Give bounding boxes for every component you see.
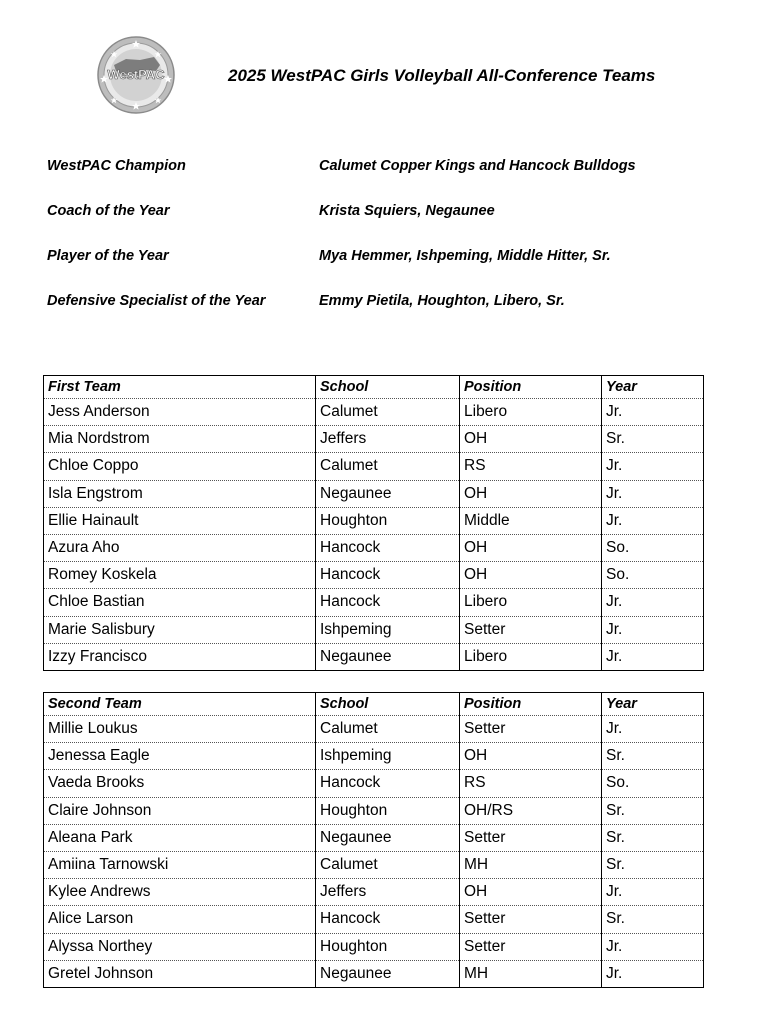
table-header-row bbox=[44, 693, 704, 716]
column-header: Year bbox=[602, 693, 704, 716]
table-row bbox=[44, 589, 704, 616]
player-name: Gretel Johnson bbox=[48, 964, 154, 982]
player-school: Houghton bbox=[316, 507, 460, 534]
table-row bbox=[44, 824, 704, 851]
player-school: Calumet bbox=[316, 399, 460, 426]
table-row bbox=[44, 616, 704, 643]
award-champion bbox=[47, 158, 727, 178]
player-position: Middle bbox=[460, 507, 602, 534]
player-year: Jr. bbox=[602, 453, 704, 480]
page-title: 2025 WestPAC Girls Volleyball All-Conference Teams bbox=[228, 66, 656, 85]
table-row bbox=[44, 933, 704, 960]
player-position: Libero bbox=[460, 643, 602, 670]
player-position: Setter bbox=[460, 933, 602, 960]
player-position: MH bbox=[460, 960, 602, 987]
player-name: Millie Loukus bbox=[44, 716, 316, 743]
player-name: Chloe Coppo bbox=[44, 453, 316, 480]
player-name: Amiina Tarnowski bbox=[44, 851, 316, 878]
column-header: Year bbox=[602, 376, 704, 399]
player-school: Hancock bbox=[316, 562, 460, 589]
player-school: Calumet bbox=[316, 453, 460, 480]
player-position: Setter bbox=[460, 616, 602, 643]
player-school: Jeffers bbox=[316, 426, 460, 453]
table-row bbox=[44, 770, 704, 797]
player-position: OH bbox=[460, 562, 602, 589]
award-value: Calumet Copper Kings and Hancock Bulldogs bbox=[319, 158, 636, 174]
player-school: Calumet bbox=[316, 716, 460, 743]
table-row bbox=[44, 643, 704, 670]
player-year: So. bbox=[602, 534, 704, 561]
table-row bbox=[44, 906, 704, 933]
first-team-table bbox=[43, 375, 704, 671]
player-name: Vaeda Brooks bbox=[44, 770, 316, 797]
player-year: Sr. bbox=[602, 851, 704, 878]
table-header-row bbox=[44, 376, 704, 399]
player-year: So. bbox=[602, 562, 704, 589]
table-row bbox=[44, 797, 704, 824]
player-name: Mia Nordstrom bbox=[44, 426, 316, 453]
table-row bbox=[44, 851, 704, 878]
player-name: Aleana Park bbox=[44, 824, 316, 851]
award-player bbox=[47, 248, 727, 268]
player-school: Hancock bbox=[316, 589, 460, 616]
column-header: Position bbox=[460, 376, 602, 399]
player-school: Negaunee bbox=[316, 960, 460, 987]
player-school: Hancock bbox=[316, 770, 460, 797]
player-name: Jenessa Eagle bbox=[44, 743, 316, 770]
player-school: Hancock bbox=[316, 906, 460, 933]
column-header: Second Team bbox=[44, 693, 316, 716]
table-row bbox=[44, 960, 704, 987]
player-name: Ellie Hainault bbox=[44, 507, 316, 534]
player-position: OH bbox=[460, 534, 602, 561]
player-name: Romey Koskela bbox=[44, 562, 316, 589]
column-header: First Team bbox=[44, 376, 316, 399]
player-position: Libero bbox=[460, 399, 602, 426]
player-year: Jr. bbox=[602, 933, 704, 960]
player-position: Setter bbox=[460, 716, 602, 743]
table-row bbox=[44, 507, 704, 534]
table-row bbox=[44, 562, 704, 589]
award-defensive bbox=[47, 293, 727, 313]
player-name: Chloe Bastian bbox=[44, 589, 316, 616]
player-year: Sr. bbox=[602, 906, 704, 933]
column-header: School bbox=[316, 376, 460, 399]
table-row bbox=[44, 534, 704, 561]
player-name: Alyssa Northey bbox=[44, 933, 316, 960]
player-position: RS bbox=[460, 453, 602, 480]
player-school: Negaunee bbox=[316, 824, 460, 851]
player-year: So. bbox=[602, 770, 704, 797]
player-year: Jr. bbox=[602, 589, 704, 616]
player-year: Sr. bbox=[602, 824, 704, 851]
player-school: Ishpeming bbox=[316, 743, 460, 770]
table-row bbox=[44, 453, 704, 480]
player-position: OH bbox=[460, 426, 602, 453]
player-year: Jr. bbox=[602, 616, 704, 643]
player-year: Jr. bbox=[602, 879, 704, 906]
player-school: Hancock bbox=[316, 534, 460, 561]
award-value: Emmy Pietila, Houghton, Libero, Sr. bbox=[319, 293, 565, 309]
player-position: RS bbox=[460, 770, 602, 797]
player-name: Marie Salisbury bbox=[44, 616, 316, 643]
player-year: Sr. bbox=[602, 743, 704, 770]
player-name: Isla Engstrom bbox=[44, 480, 316, 507]
second-team-table bbox=[43, 692, 704, 988]
player-school: Negaunee bbox=[316, 643, 460, 670]
player-name: Kylee Andrews bbox=[44, 879, 316, 906]
award-label: Coach of the Year bbox=[47, 203, 170, 219]
player-year: Jr. bbox=[602, 960, 704, 987]
award-value: Krista Squiers, Negaunee bbox=[319, 203, 495, 219]
player-school: Houghton bbox=[316, 933, 460, 960]
player-name: Claire Johnson bbox=[44, 797, 316, 824]
player-year: Sr. bbox=[602, 426, 704, 453]
player-school: Houghton bbox=[316, 797, 460, 824]
player-year: Jr. bbox=[602, 399, 704, 426]
table-row bbox=[44, 716, 704, 743]
player-school: Ishpeming bbox=[316, 616, 460, 643]
table-row bbox=[44, 399, 704, 426]
player-name: Izzy Francisco bbox=[48, 647, 148, 665]
player-position: OH bbox=[460, 879, 602, 906]
award-label: Player of the Year bbox=[47, 248, 169, 264]
player-position: OH bbox=[460, 743, 602, 770]
player-name: Jess Anderson bbox=[44, 399, 316, 426]
westpac-logo bbox=[96, 35, 176, 115]
table-row bbox=[44, 426, 704, 453]
player-position: OH bbox=[460, 480, 602, 507]
award-value: Mya Hemmer, Ishpeming, Middle Hitter, Sr. bbox=[319, 248, 611, 264]
column-header: Position bbox=[460, 693, 602, 716]
player-position: Setter bbox=[460, 906, 602, 933]
player-position: MH bbox=[460, 851, 602, 878]
player-school: Negaunee bbox=[316, 480, 460, 507]
player-year: Jr. bbox=[602, 480, 704, 507]
award-coach bbox=[47, 203, 727, 223]
player-position: OH/RS bbox=[460, 797, 602, 824]
player-year: Jr. bbox=[602, 507, 704, 534]
column-header: School bbox=[316, 693, 460, 716]
table-row bbox=[44, 480, 704, 507]
table-row bbox=[44, 879, 704, 906]
player-name: Azura Aho bbox=[44, 534, 316, 561]
table-row bbox=[44, 743, 704, 770]
award-label: Defensive Specialist of the Year bbox=[47, 293, 266, 309]
player-year: Jr. bbox=[602, 716, 704, 743]
player-year: Jr. bbox=[602, 643, 704, 670]
logo-text: WestPAC bbox=[107, 67, 165, 82]
player-school: Jeffers bbox=[316, 879, 460, 906]
player-position: Setter bbox=[460, 824, 602, 851]
player-year: Sr. bbox=[602, 797, 704, 824]
player-school: Calumet bbox=[316, 851, 460, 878]
player-name: Alice Larson bbox=[44, 906, 316, 933]
award-label: WestPAC Champion bbox=[47, 158, 186, 174]
player-position: Libero bbox=[460, 589, 602, 616]
